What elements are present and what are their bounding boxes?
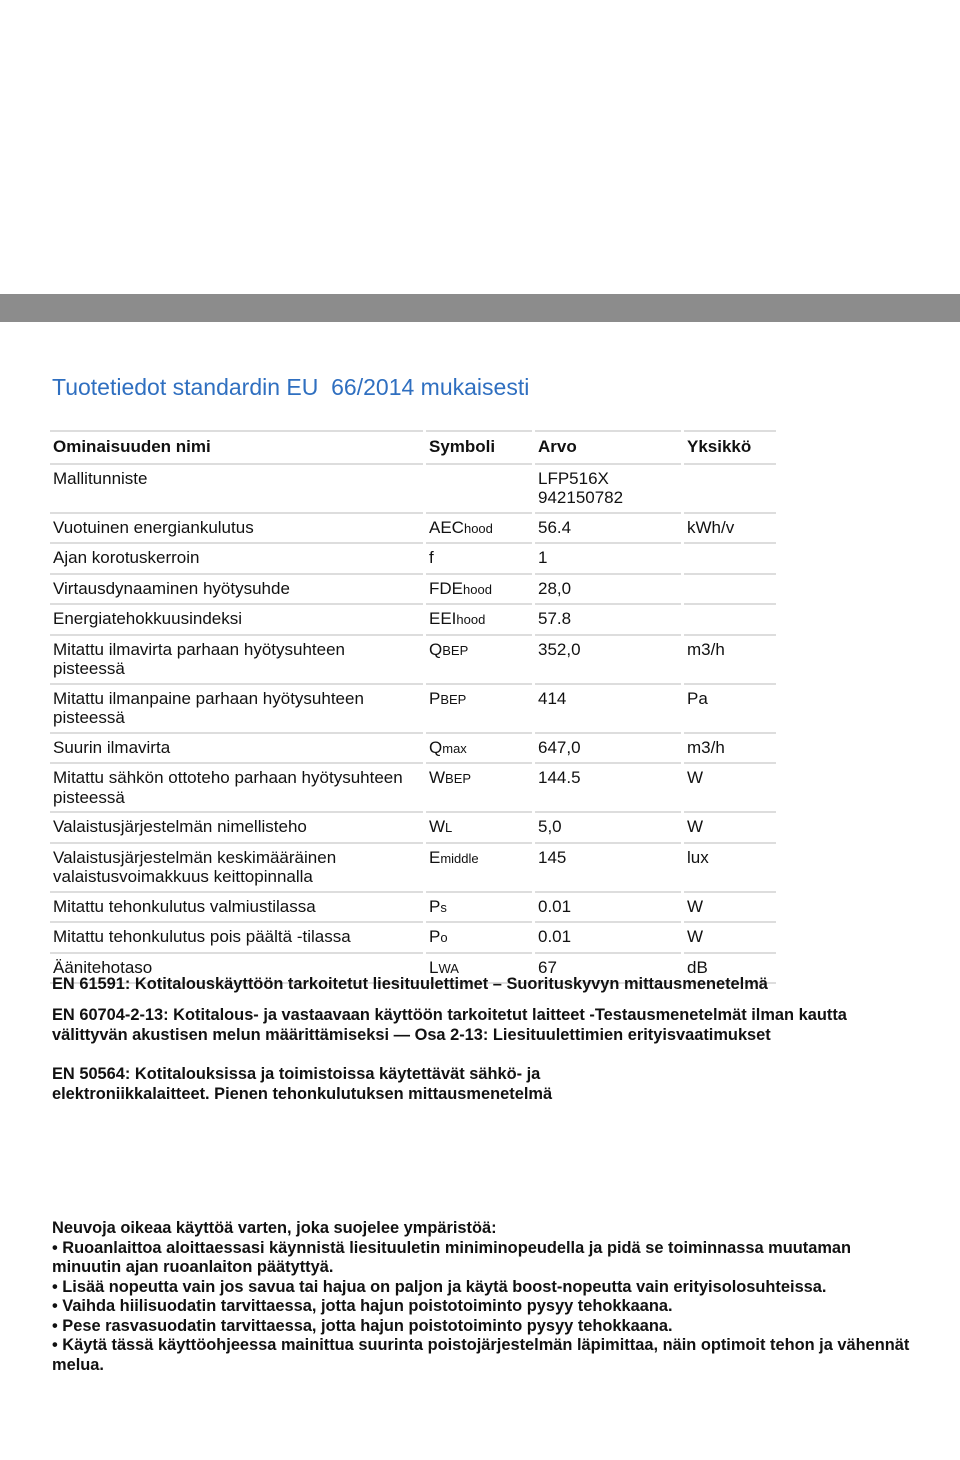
advice-heading: Neuvoja oikeaa käyttöä varten, joka suojelee ympäristöä: [52, 1219, 497, 1237]
value-cell: 0.01 [535, 893, 681, 924]
symbol-cell [426, 893, 532, 924]
symbol-main: f [429, 548, 434, 567]
property-name-cell: Mitattu ilmavirta parhaan hyötysuhteen pisteessä [50, 636, 423, 685]
symbol-main: Q [429, 639, 443, 659]
symbol-subscript: BEP [445, 771, 472, 786]
property-name-cell: Virtausdynaaminen hyötysuhde [50, 575, 423, 606]
symbol-cell [426, 575, 532, 606]
spec-table-body [50, 465, 776, 985]
advice-item: • Ruoanlaittoa aloittaessasi käynnistä liesituuletin miniminopeudella ja pidä se toiminnassa muutaman minuutin ajan ruoanlaiton päätyttyä. [52, 1238, 852, 1276]
table-row [50, 514, 776, 545]
symbol-subscript: L [445, 820, 453, 835]
standard-en-60704: EN 60704-2-13: Kotitalous- ja vastaavaan käyttöön tarkoitetut laitteet -Testausmenetelmät ilman kautta välittyvän akustisen melun määrittämiseksi — Osa 2-13: Liesituulettimien erityisvaatimukset [52, 1006, 847, 1044]
symbol-main: P [429, 927, 441, 946]
symbol-cell [426, 844, 532, 893]
property-name-cell: Mallitunniste [50, 465, 423, 514]
symbol-cell [426, 734, 532, 765]
table-row [50, 844, 776, 893]
standards-section [52, 974, 912, 1104]
symbol-main: EEI [429, 609, 457, 628]
table-row [50, 685, 776, 734]
value-cell: 144.5 [535, 764, 681, 813]
unit-cell: W [684, 764, 776, 813]
property-name-cell: Valaistusjärjestelmän keskimääräinen valaistusvoimakkuus keittopinnalla [50, 844, 423, 893]
symbol-main: FDE [429, 578, 463, 598]
table-row [50, 764, 776, 813]
value-cell: 5,0 [535, 813, 681, 844]
advice-section [52, 1219, 912, 1375]
advice-item: • Vaihda hiilisuodatin tarvittaessa, jotta hajun poistotoiminto pysyy tehokkaana. [52, 1297, 673, 1315]
table-row [50, 605, 776, 636]
symbol-subscript: hood [463, 581, 492, 597]
unit-cell: dB [684, 954, 776, 985]
value-cell: 28,0 [535, 575, 681, 606]
unit-cell: lux [684, 844, 776, 893]
symbol-cell [426, 764, 532, 813]
property-name-cell: Suurin ilmavirta [50, 734, 423, 765]
symbol-subscript: max [442, 740, 467, 756]
table-header-row [50, 430, 776, 465]
symbol-subscript: o [440, 930, 448, 945]
unit-cell [684, 465, 776, 514]
header-property-name: Ominaisuuden nimi [50, 430, 423, 465]
value-cell: 352,0 [535, 636, 681, 685]
symbol-cell [426, 636, 532, 685]
symbol-subscript: WA [438, 960, 459, 976]
table-row [50, 636, 776, 685]
value-cell: 56.4 [535, 514, 681, 545]
symbol-subscript: BEP [442, 642, 469, 658]
unit-cell: W [684, 923, 776, 954]
unit-cell: m3/h [684, 734, 776, 765]
unit-cell: kWh/v [684, 514, 776, 545]
property-name-cell: Mitattu sähkön ottoteho parhaan hyötysuhteen pisteessä [50, 764, 423, 813]
unit-cell [684, 575, 776, 606]
symbol-main: P [429, 688, 441, 708]
header-divider-bar [0, 294, 960, 322]
symbol-main: E [429, 847, 441, 867]
spec-table [47, 430, 779, 984]
symbol-subscript: BEP [440, 691, 467, 707]
header-symbol: Symboli [426, 430, 532, 465]
property-name-cell: Valaistusjärjestelmän nimellisteho [50, 813, 423, 844]
unit-cell: W [684, 893, 776, 924]
symbol-main: Q [429, 737, 443, 757]
symbol-subscript: middle [440, 850, 479, 866]
standard-en-61591: EN 61591: Kotitalouskäyttöön tarkoitetut liesituulettimet – Suorituskyvyn mittausmenetelmä [52, 975, 768, 993]
table-row [50, 923, 776, 954]
standard-en-50564: EN 50564: Kotitalouksissa ja toimistoissa käytettävät sähkö- ja elektroniikkalaitteet. Pienen tehonkulutuksen mittausmenetelmä [52, 1065, 553, 1103]
symbol-main: W [429, 817, 446, 836]
unit-cell: W [684, 813, 776, 844]
unit-cell: m3/h [684, 636, 776, 685]
value-cell: 414 [535, 685, 681, 734]
unit-cell [684, 544, 776, 575]
value-cell: LFP516X 942150782 [535, 465, 681, 514]
value-cell: 1 [535, 544, 681, 575]
property-name-cell: Mitattu ilmanpaine parhaan hyötysuhteen pisteessä [50, 685, 423, 734]
property-name-cell: Energiatehokkuusindeksi [50, 605, 423, 636]
symbol-main: L [429, 957, 439, 977]
advice-item: • Käytä tässä käyttöohjeessa mainittua suurinta poistojärjestelmän läpimittaa, näin optimoit tehon ja vähennät melua. [52, 1336, 910, 1374]
unit-cell: Pa [684, 685, 776, 734]
symbol-main: AEC [429, 517, 464, 537]
advice-item: • Lisää nopeutta vain jos savua tai hajua on paljon ja käytä boost-nopeutta vain erityisolosuhteissa. [52, 1277, 827, 1296]
value-cell: 0.01 [535, 923, 681, 954]
symbol-subscript: s [440, 899, 447, 915]
property-name-cell: Mitattu tehonkulutus pois päältä -tilassa [50, 923, 423, 954]
property-name-cell: Mitattu tehonkulutus valmiustilassa [50, 893, 423, 924]
symbol-subscript: hood [456, 612, 486, 627]
table-row [50, 575, 776, 606]
table-row [50, 734, 776, 765]
table-row [50, 893, 776, 924]
table-row [50, 544, 776, 575]
symbol-subscript: hood [463, 520, 493, 536]
unit-cell [684, 605, 776, 636]
symbol-cell [426, 514, 532, 545]
table-row [50, 465, 776, 514]
symbol-cell [426, 544, 532, 575]
value-cell: 647,0 [535, 734, 681, 765]
property-name-cell: Ajan korotuskerroin [50, 544, 423, 575]
symbol-cell [426, 605, 532, 636]
value-cell: 67 [535, 954, 681, 985]
table-row [50, 813, 776, 844]
symbol-cell [426, 465, 532, 514]
value-cell: 145 [535, 844, 681, 893]
property-name-cell: Äänitehotaso [50, 954, 423, 985]
symbol-cell [426, 923, 532, 954]
symbol-main: P [429, 896, 441, 916]
symbol-cell [426, 813, 532, 844]
header-unit: Yksikkö [684, 430, 776, 465]
symbol-main: W [429, 768, 446, 787]
advice-item: • Pese rasvasuodatin tarvittaessa, jotta hajun poistotoiminto pysyy tehokkaana. [52, 1316, 673, 1335]
symbol-cell [426, 685, 532, 734]
header-value: Arvo [535, 430, 681, 465]
property-name-cell: Vuotuinen energiankulutus [50, 514, 423, 545]
value-cell: 57.8 [535, 605, 681, 636]
page-title: Tuotetiedot standardin EU 66/2014 mukaisesti [52, 374, 530, 400]
